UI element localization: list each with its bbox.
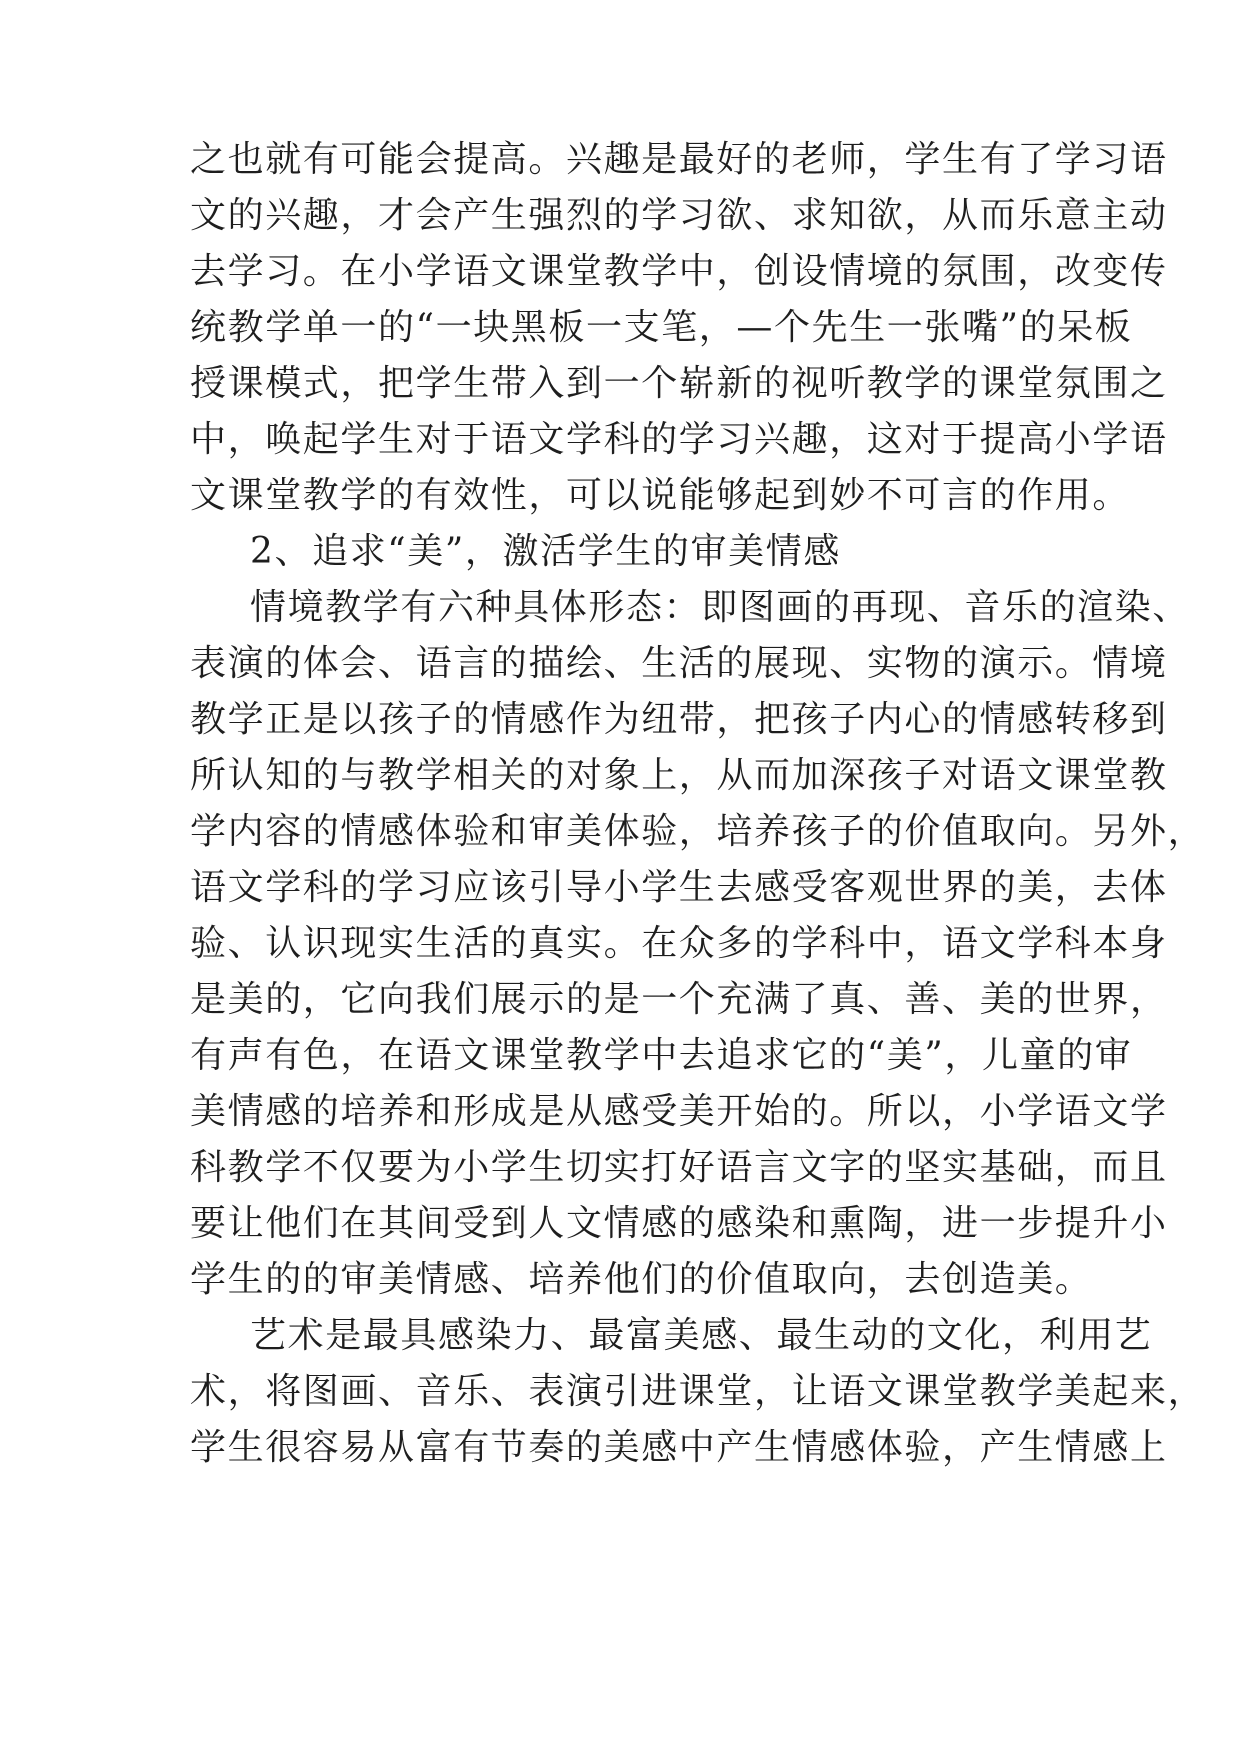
body-text-line: 学生很容易从富有节奏的美感中产生情感体验，产生情感上 (190, 1427, 1168, 1468)
body-text-line: 有声有色，在语文课堂教学中去追求它的“美”，儿童的审 (190, 1035, 1133, 1076)
body-text-line: 验、认识现实生活的真实。在众多的学科中，语文学科本身 (190, 923, 1168, 964)
body-text-line: 学生的的审美情感、培养他们的价值取向，去创造美。 (190, 1259, 1093, 1300)
body-text-line: 文的兴趣，才会产生强烈的学习欲、求知欲，从而乐意主动 (190, 195, 1168, 236)
paragraph-first-line: 艺术是最具感染力、最富美感、最生动的文化，利用艺 (250, 1315, 1153, 1356)
body-text-line: 表演的体会、语言的描绘、生活的展现、实物的演示。情境 (190, 643, 1168, 684)
body-text-line: 文课堂教学的有效性，可以说能够起到妙不可言的作用。 (190, 475, 1131, 516)
body-text-line: 所认知的与教学相关的对象上，从而加深孩子对语文课堂教 (190, 755, 1168, 796)
body-text-line: 美情感的培养和形成是从感受美开始的。所以，小学语文学 (190, 1091, 1168, 1132)
body-text-line: 学内容的情感体验和审美体验，培养孩子的价值取向。另外， (190, 811, 1206, 852)
body-text-line: 中，唤起学生对于语文学科的学习兴趣，这对于提高小学语 (190, 419, 1168, 460)
body-text-line: 语文学科的学习应该引导小学生去感受客观世界的美，去体 (190, 867, 1168, 908)
body-text-line: 要让他们在其间受到人文情感的感染和熏陶，进一步提升小 (190, 1203, 1168, 1244)
body-text-line: 术，将图画、音乐、表演引进课堂，让语文课堂教学美起来， (190, 1371, 1206, 1412)
body-text-line: 统教学单一的“一块黑板一支笔，—个先生一张嘴”的呆板 (190, 307, 1133, 348)
body-text-line: 授课模式，把学生带入到一个崭新的视听教学的课堂氛围之 (190, 363, 1168, 404)
body-text-line: 科教学不仅要为小学生切实打好语言文字的坚实基础，而且 (190, 1147, 1168, 1188)
section-heading: 2、追求“美”，激活学生的审美情感 (250, 531, 841, 572)
body-text-line: 去学习。在小学语文课堂教学中，创设情境的氛围，改变传 (190, 251, 1168, 292)
body-text-line: 是美的，它向我们展示的是一个充满了真、善、美的世界， (190, 979, 1168, 1020)
paragraph-first-line: 情境教学有六种具体形态：即图画的再现、音乐的渲染、 (250, 587, 1191, 628)
body-text-line: 教学正是以孩子的情感作为纽带，把孩子内心的情感转移到 (190, 699, 1168, 740)
body-text-line: 之也就有可能会提高。兴趣是最好的老师，学生有了学习语 (190, 139, 1168, 180)
